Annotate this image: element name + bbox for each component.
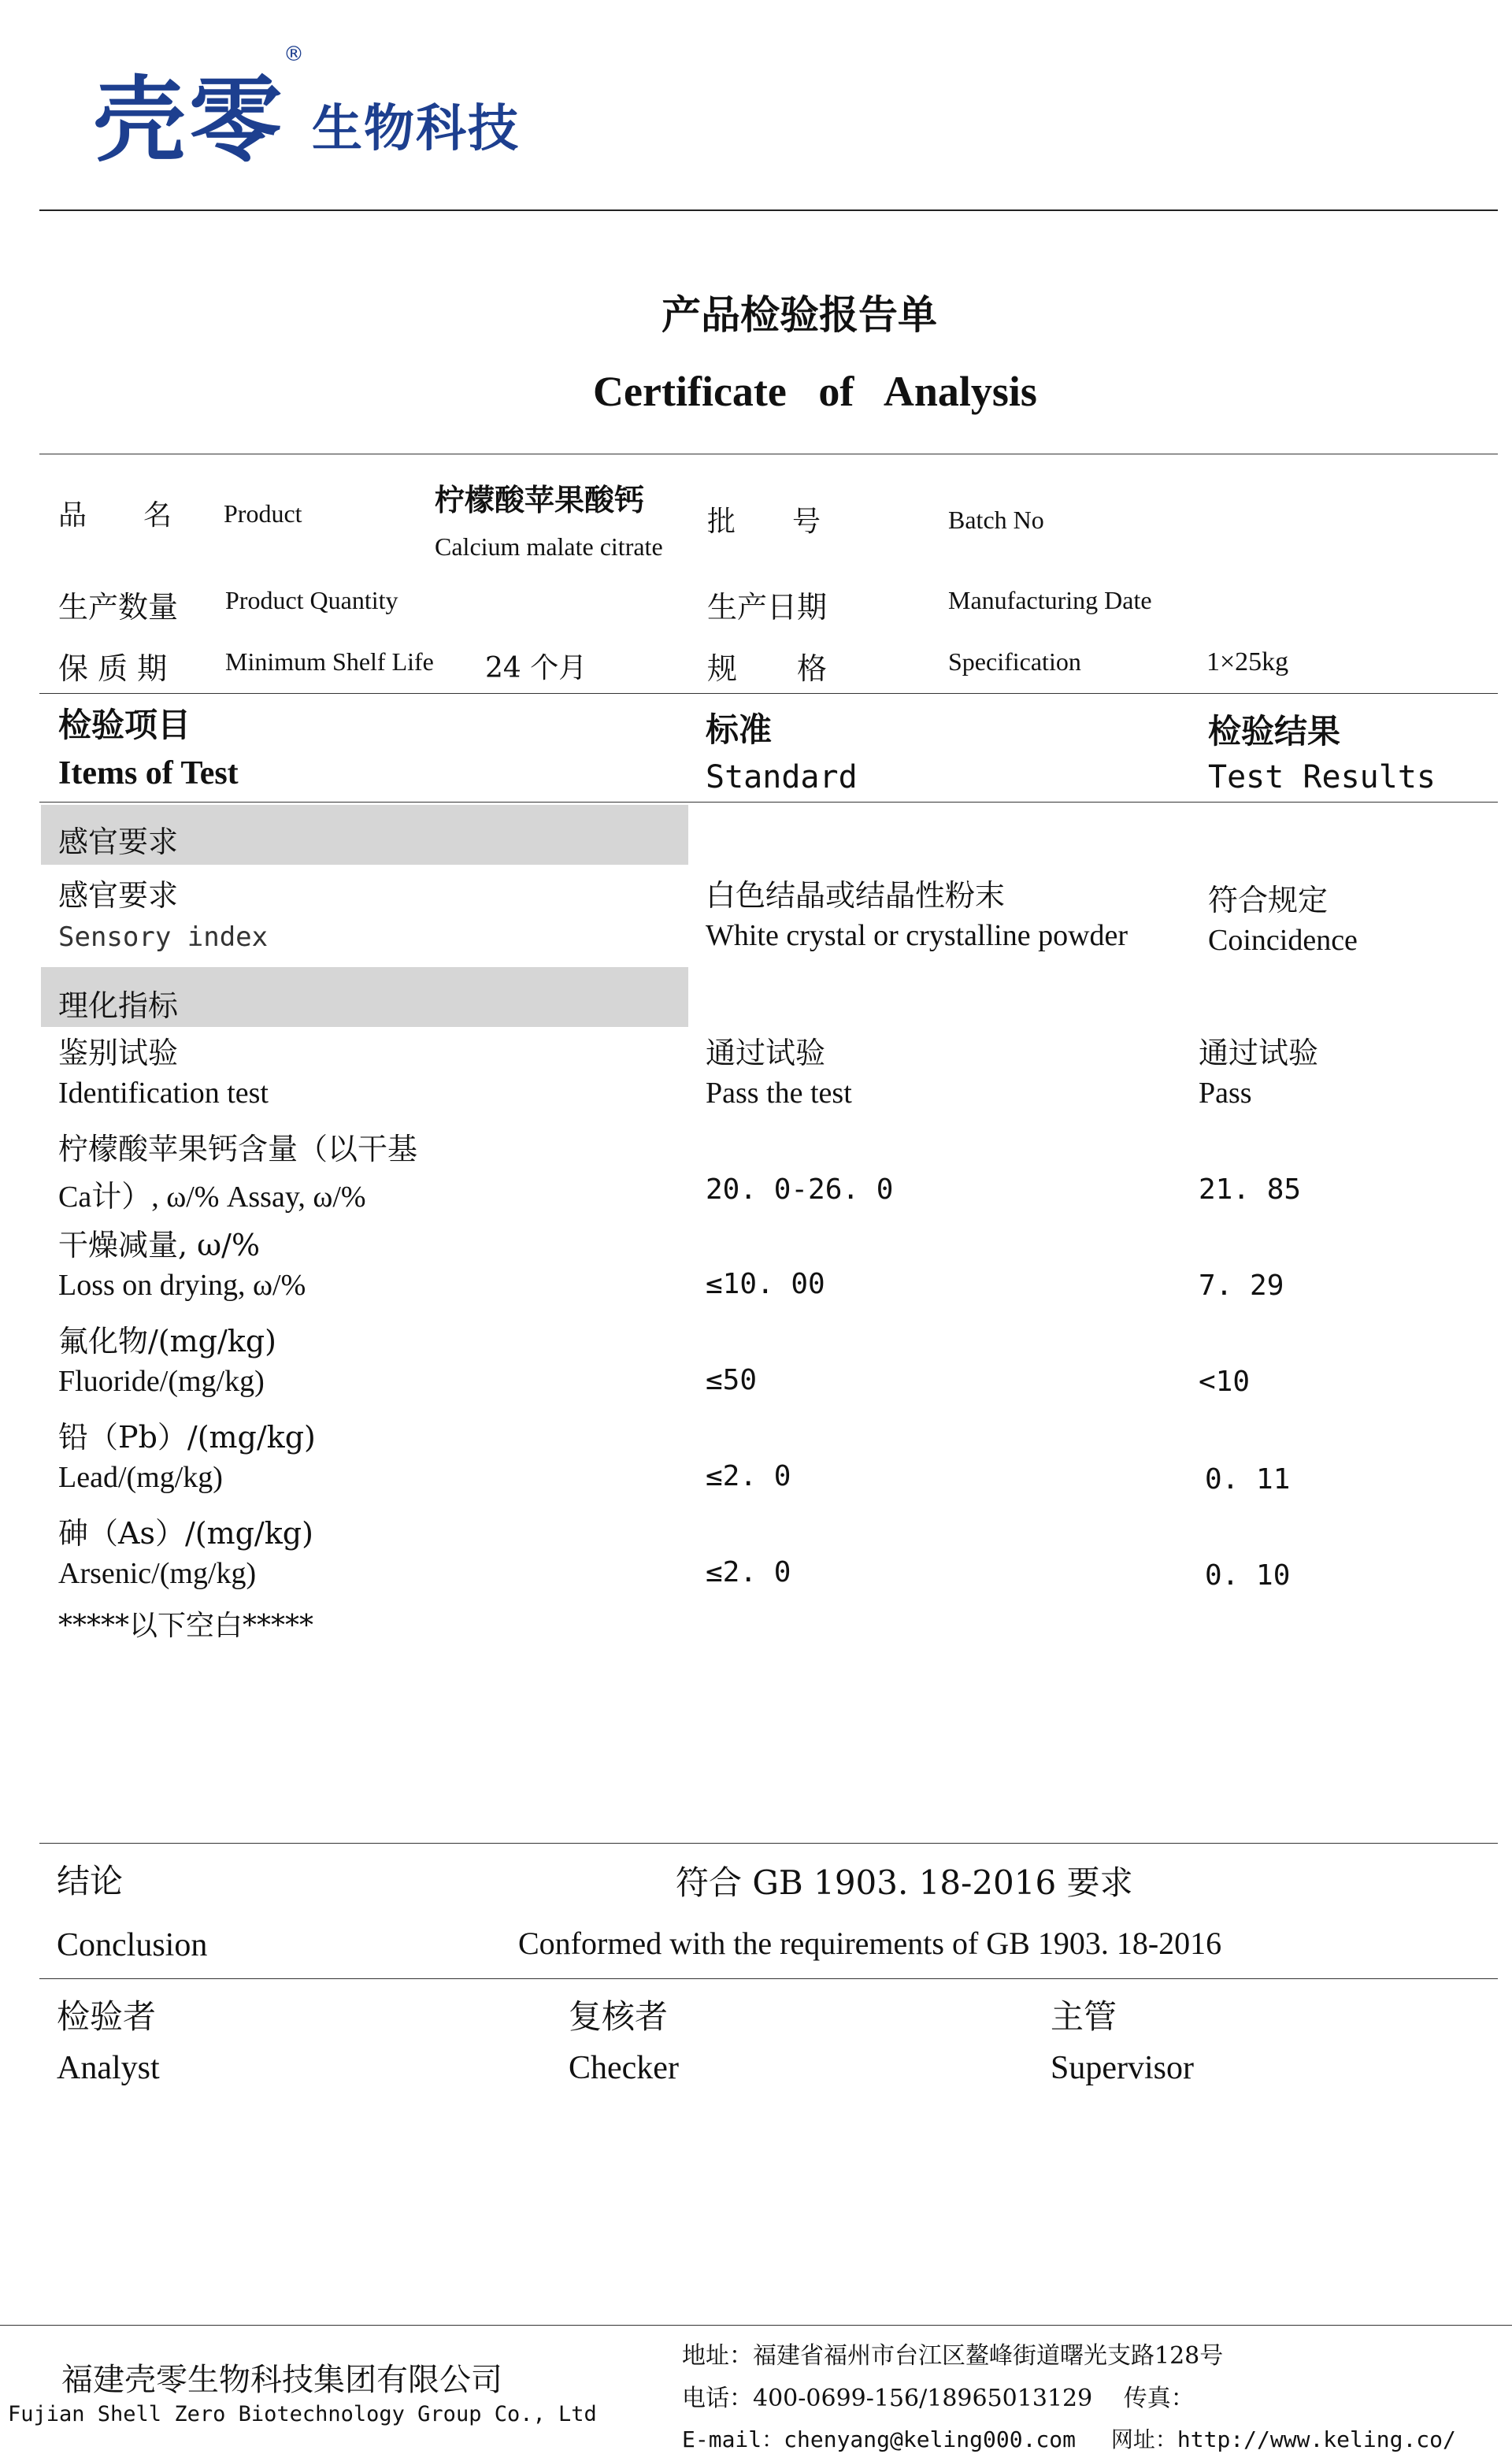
title-en: Certificate of Analysis [593,368,1037,415]
logo-sub-text: 生物科技 [312,100,520,158]
ident-item-en: Identification test [58,1077,269,1110]
row-standard: ≤50 [706,1364,758,1396]
batch-label-en: Batch No [948,506,1044,534]
row-label-line1: 柠檬酸苹果钙含量（以干基 [58,1132,418,1166]
row-result: 7. 29 [1199,1270,1284,1302]
row-label-line2: Loss on drying, ω/% [58,1269,306,1302]
conclusion-text-en: Conformed with the requirements of GB 1903. 18-2016 [518,1926,1222,1961]
ident-result-cn: 通过试验 [1199,1036,1319,1070]
row-result: 0. 11 [1205,1463,1291,1496]
sensory-standard-cn: 白色结晶或结晶性粉末 [706,878,1006,913]
row-label-line1: 铅（Pb）/(mg/kg) [58,1420,316,1455]
spec-label-cn: 规 格 [707,651,828,686]
conclusion-top-rule [39,1843,1498,1844]
shelf-life-label-en: Minimum Shelf Life [225,647,434,676]
row-standard: ≤2. 0 [706,1556,791,1588]
row-label-line2: Fluoride/(mg/kg) [58,1365,265,1398]
checker-label-en: Checker [569,2050,679,2086]
conclusion-label-en: Conclusion [57,1927,208,1963]
product-label-en: Product [224,499,302,528]
sensory-item-en: Sensory index [58,921,269,953]
mfg-date-label-cn: 生产日期 [707,590,828,625]
ident-item-cn: 鉴别试验 [58,1036,179,1070]
ident-standard-en: Pass the test [706,1077,852,1110]
row-standard: ≤10. 00 [706,1268,825,1300]
quantity-label-en: Product Quantity [225,586,398,614]
sensory-result-cn: 符合规定 [1208,883,1329,917]
sensory-standard-en: White crystal or crystalline powder [706,919,1128,952]
shelf-life-label-cn: 保 质 期 [58,651,168,686]
sensory-result-en: Coincidence [1208,924,1358,957]
row-label-line2: Ca计）, ω/% Assay, ω/% [58,1181,366,1214]
title-cn: 产品检验报告单 [662,291,937,338]
product-value-cn: 柠檬酸苹果酸钙 [435,482,645,517]
header-items-cn: 检验项目 [58,706,191,744]
footer-rule [0,2325,1512,2326]
spec-label-en: Specification [948,647,1081,676]
section-title-physchem: 理化指标 [58,988,179,1023]
row-standard: 20. 0-26. 0 [706,1173,894,1206]
logo-main-text: 壳零 [93,66,286,175]
row-result: 0. 10 [1205,1559,1291,1592]
row-label-line2: Lead/(mg/kg) [58,1461,223,1494]
checker-label-cn: 复核者 [569,1997,669,2036]
spec-value: 1×25kg [1206,647,1289,677]
product-value-en: Calcium malate citrate [435,532,663,561]
registered-mark: ® [284,43,304,66]
header-results-cn: 检验结果 [1208,712,1341,751]
ident-result-en: Pass [1199,1077,1252,1110]
header-results-en: Test Results [1208,759,1436,795]
header-items-en: Items of Test [58,755,239,791]
footer-email-web: E-mail：chenyang@keling000.com 网址：http://www.keling.co/ [682,2426,1456,2452]
conclusion-text-cn: 符合 GB 1903. 18-2016 要求 [676,1863,1133,1902]
footer-phone: 电话：400-0699-156/18965013129 传真： [682,2385,1195,2412]
header-standard-en: Standard [706,759,858,795]
section-title-sensory: 感官要求 [58,825,179,859]
quantity-label-cn: 生产数量 [58,590,179,625]
conclusion-bottom-rule [39,1978,1498,1979]
header-standard-cn: 标准 [706,710,773,749]
row-label-line1: 氟化物/(mg/kg) [58,1324,276,1359]
table-top-rule [39,693,1498,694]
sensory-item-cn: 感官要求 [58,878,179,913]
blank-below-mark: *****以下空白***** [58,1610,314,1642]
row-label-line2: Arsenic/(mg/kg) [58,1557,257,1590]
row-standard: ≤2. 0 [706,1460,791,1492]
mfg-date-label-en: Manufacturing Date [948,586,1152,614]
footer-address: 地址：福建省福州市台江区鳌峰街道曙光支路128号 [682,2342,1224,2370]
supervisor-label-cn: 主管 [1051,1997,1117,2036]
header-bottom-rule [39,802,1498,803]
batch-label-cn: 批 号 [707,506,821,538]
conclusion-label-cn: 结论 [57,1862,124,1900]
header-divider [39,209,1498,211]
ident-standard-cn: 通过试验 [706,1036,826,1070]
analyst-label-cn: 检验者 [57,1997,157,2036]
footer-company-cn: 福建壳零生物科技集团有限公司 [61,2362,502,2398]
product-label-cn: 品 名 [58,499,172,532]
row-label-line1: 干燥减量, ω/% [58,1228,261,1262]
supervisor-label-en: Supervisor [1051,2050,1194,2086]
row-result: <10 [1199,1366,1251,1398]
row-result: 21. 85 [1199,1173,1302,1206]
row-label-line1: 砷（As）/(mg/kg) [58,1516,313,1551]
shelf-life-value: 24 个月 [485,652,587,684]
analyst-label-en: Analyst [57,2050,160,2086]
footer-company-en: Fujian Shell Zero Biotechnology Group Co., Ltd [8,2402,597,2426]
